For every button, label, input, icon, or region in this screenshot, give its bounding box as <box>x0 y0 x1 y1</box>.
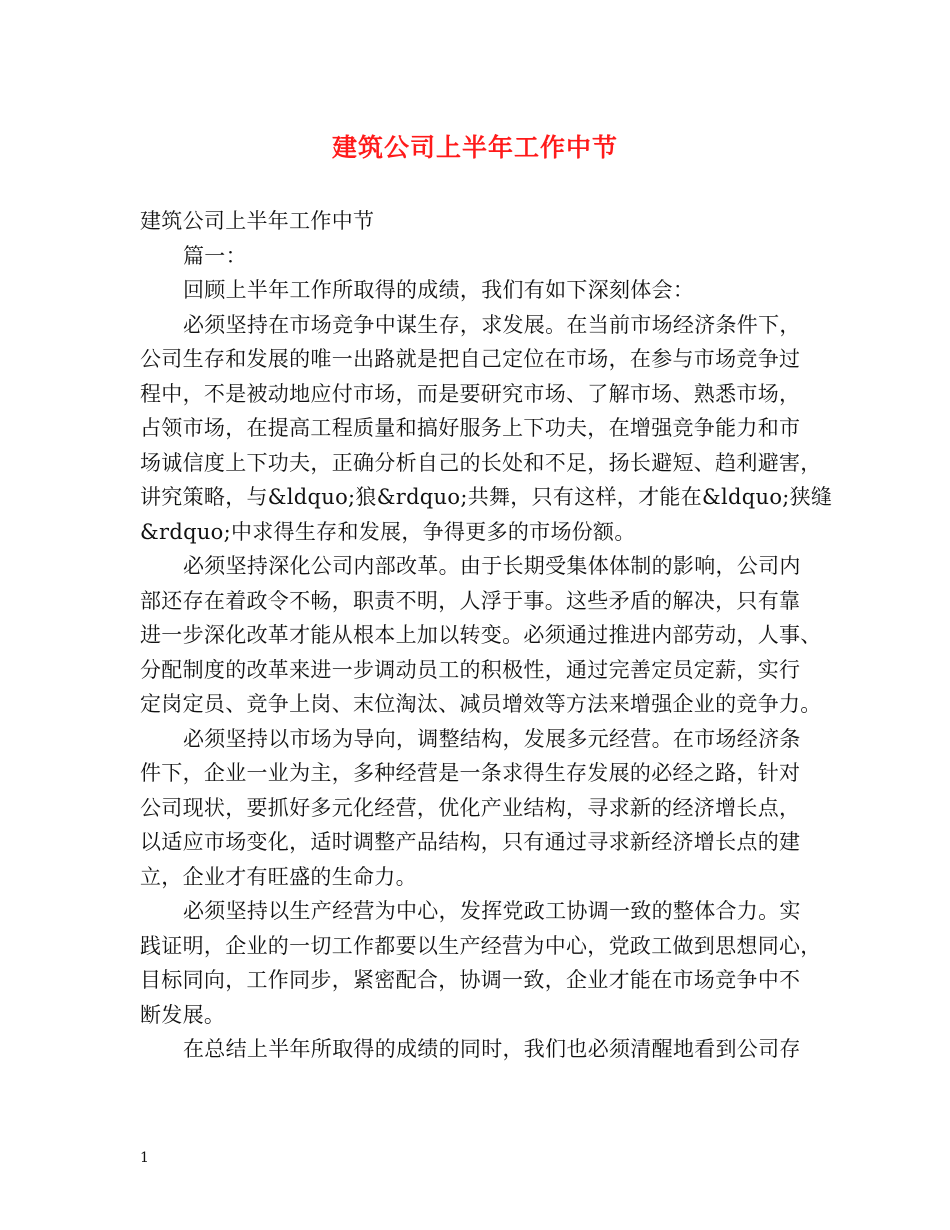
body-line: 必须坚持以生产经营为中心，发挥党政工协调一致的整体合力。实 <box>183 899 801 923</box>
document-title: 建筑公司上半年工作中节 <box>331 133 618 162</box>
body-line: 目标同向，工作同步，紧密配合，协调一致，企业才能在市场竞争中不 <box>140 968 801 992</box>
body-line: 分配制度的改革来进一步调动员工的积极性，通过完善定员定薪，实行 <box>140 657 801 682</box>
body-line: 场诚信度上下功夫，正确分析自己的长处和不足，扬长避短、趋利避害， <box>140 450 822 475</box>
body-line: 断发展。 <box>140 1002 226 1027</box>
body-line: 必须坚持以市场为导向，调整结构，发展多元经营。在市场经济条 <box>183 726 801 751</box>
body-line: 在总结上半年所取得的成绩的同时，我们也必须清醒地看到公司存 <box>183 1037 801 1061</box>
body-line: 立，企业才有旺盛的生命力。 <box>140 864 417 889</box>
body-line: 进一步深化改革才能从根本上加以转变。必须通过推进内部劳动，人事、 <box>140 623 822 647</box>
body-line: 占领市场，在提高工程质量和搞好服务上下功夫，在增强竞争能力和市 <box>140 416 801 440</box>
body-line: 程中，不是被动地应付市场，而是要研究市场、了解市场、熟悉市场， <box>140 381 801 406</box>
body-line: &rdquo;中求得生存和发展，争得更多的市场份额。 <box>140 519 636 544</box>
body-line: 必须坚持深化公司内部改革。由于长期受集体体制的影响，公司内 <box>183 554 801 578</box>
body-line: 公司生存和发展的唯一出路就是把自己定位在市场，在参与市场竞争过 <box>140 347 801 371</box>
body-line: 必须坚持在市场竞争中谋生存，求发展。在当前市场经济条件下， <box>183 312 801 337</box>
body-line: 公司现状，要抓好多元化经营，优化产业结构，寻求新的经济增长点， <box>140 795 801 820</box>
body-line: 践证明，企业的一切工作都要以生产经营为中心，党政工做到思想同心， <box>140 933 822 958</box>
body-line: 件下，企业一业为主，多种经营是一条求得生存发展的必经之路，针对 <box>140 761 801 785</box>
body-line: 部还存在着政令不畅，职责不明，人浮于事。这些矛盾的解决，只有靠 <box>140 588 801 613</box>
body-line: 以适应市场变化，适时调整产品结构，只有通过寻求新经济增长点的建 <box>140 830 801 854</box>
document-body <box>140 204 833 1067</box>
body-line: 定岗定员、竞争上岗、末位淘汰、减员增效等方法来增强企业的竞争力。 <box>140 692 822 716</box>
body-line: 讲究策略，与&ldquo;狼&rdquo;共舞，只有这样，才能在&ldquo;狭缝 <box>140 485 833 509</box>
page-number: 1 <box>140 1150 149 1166</box>
body-line: 回顾上半年工作所取得的成绩，我们有如下深刻体会： <box>183 278 695 302</box>
body-line: 建筑公司上半年工作中节 <box>140 209 375 233</box>
body-line: 篇一： <box>183 243 247 268</box>
